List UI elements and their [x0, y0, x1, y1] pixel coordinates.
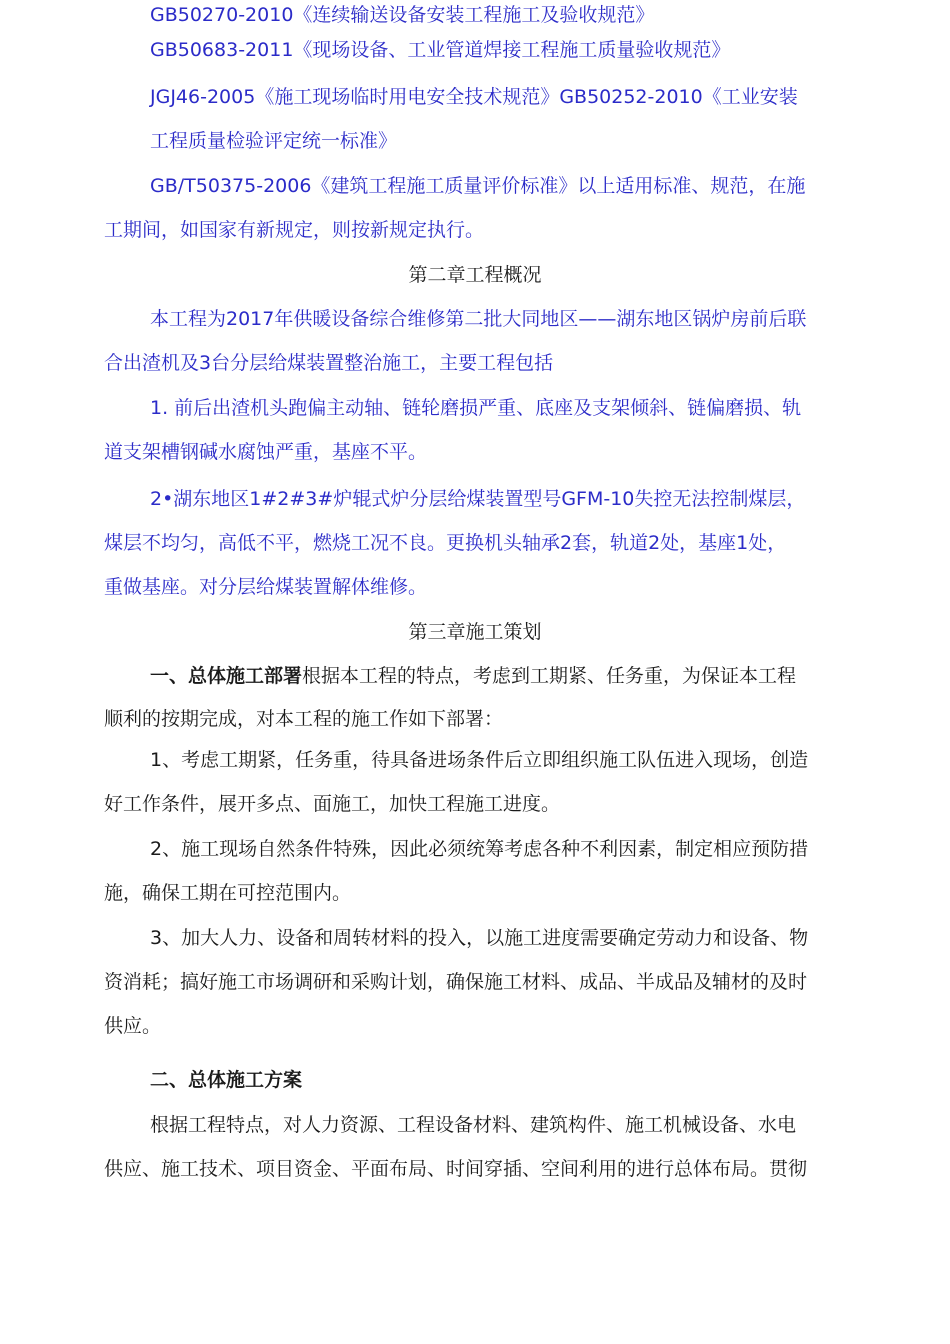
standard-gb-t50375: GB/T50375-2006《建筑工程施工质量评价标准》以上适用标准、规范，在施 [150, 175, 806, 197]
work-item-2-line-2: 煤层不均匀，高低不平，燃烧工况不良。更换机头轴承2套，轨道2处，基座1处， [104, 532, 787, 554]
section-1-line-1 [150, 663, 796, 689]
deployment-item-2-line-2: 施，确保工期在可控范围内。 [104, 882, 352, 904]
work-item-1-line-1: 1. 前后出渣机头跑偏主动轴、链轮磨损严重、底座及支架倾斜、链偏磨损、轨 [150, 397, 802, 419]
deployment-item-3-line-1: 3、加大人力、设备和周转材料的投入，以施工进度需要确定劳动力和设备、物 [150, 927, 809, 949]
section-2-heading: 二、总体施工方案 [150, 1069, 303, 1091]
section-1-heading: 一、总体施工部署 [150, 665, 303, 687]
chapter-3-title: 第三章施工策划 [408, 621, 542, 643]
work-item-2-line-1: 2•湖东地区1#2#3#炉辊式炉分层给煤装置型号GFM-10失控无法控制煤层， [150, 488, 806, 510]
work-item-1-line-2: 道支架槽钢碱水腐蚀严重，基座不平。 [104, 441, 428, 463]
deployment-item-1-line-2: 好工作条件，展开多点、面施工，加快工程施工进度。 [104, 793, 561, 815]
overview-paragraph-line-2: 合出渣机及3台分层给煤装置整治施工，主要工程包括 [104, 352, 554, 374]
deployment-item-1-line-1: 1、考虑工期紧，任务重，待具备进场条件后立即组织施工队伍进入现场，创造 [150, 749, 809, 771]
deployment-item-3-line-2: 资消耗；搞好施工市场调研和采购计划，确保施工材料、成品、半成品及辅材的及时 [104, 971, 808, 993]
section-2-line-2: 供应、施工技术、项目资金、平面布局、时间穿插、空间利用的进行总体布局。贯彻 [104, 1158, 808, 1180]
standard-gb50270: GB50270-2010《连续输送设备安装工程施工及验收规范》 [150, 4, 655, 26]
chapter-2-title: 第二章工程概况 [408, 264, 542, 286]
deployment-item-3-line-3: 供应。 [104, 1015, 162, 1037]
section-1-text: 根据本工程的特点，考虑到工期紧、任务重，为保证本工程 [302, 665, 797, 687]
overview-paragraph-line-1: 本工程为2017年供暖设备综合维修第二批大同地区——湖东地区锅炉房前后联 [150, 308, 807, 330]
standards-note: 工期间，如国家有新规定，则按新规定执行。 [104, 219, 485, 241]
standard-gb50252-cont: 工程质量检验评定统一标准》 [150, 130, 398, 152]
standard-gb50683: GB50683-2011《现场设备、工业管道焊接工程施工质量验收规范》 [150, 39, 731, 61]
deployment-item-2-line-1: 2、施工现场自然条件特殊，因此必须统筹考虑各种不利因素，制定相应预防措 [150, 838, 809, 860]
section-2-line-1: 根据工程特点，对人力资源、工程设备材料、建筑构件、施工机械设备、水电 [150, 1114, 797, 1136]
standard-jgj46-gb50252: JGJ46-2005《施工现场临时用电安全技术规范》GB50252-2010《工业安装 [150, 86, 798, 108]
section-1-line-2: 顺利的按期完成，对本工程的施工作如下部署： [104, 708, 504, 730]
work-item-2-line-3: 重做基座。对分层给煤装置解体维修。 [104, 576, 428, 598]
